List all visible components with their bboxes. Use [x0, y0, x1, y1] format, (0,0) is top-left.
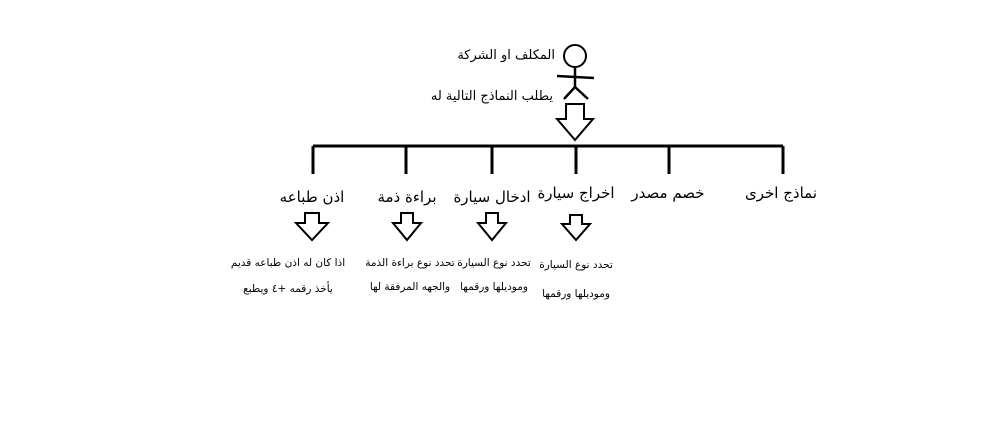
branch-arrange-car	[537, 146, 614, 300]
actor-request: يطلب النماذج التالية له	[430, 89, 553, 104]
down-arrow-icon	[296, 213, 328, 240]
branch-print-permit	[231, 146, 345, 295]
branch-title: خصم مصدر	[631, 184, 705, 202]
branch-other-forms	[745, 146, 817, 203]
down-arrow-icon	[562, 215, 590, 240]
branch-desc-line2: يأخذ رقمه +٤ ويطبع	[243, 283, 333, 295]
branch-enter-car	[453, 146, 530, 293]
actor-name: المكلف او الشركة	[457, 48, 555, 63]
actor-stick-figure-icon	[557, 45, 594, 99]
branch-desc-line1: اذا كان له اذن طباعه قديم	[230, 257, 346, 269]
branch-title: اذن طباعه	[279, 188, 345, 206]
down-arrow-icon	[393, 213, 421, 240]
branch-desc-line1: تحدد نوع السيارة	[539, 259, 613, 271]
branch-title: ادخال سيارة	[453, 188, 531, 206]
branch-title: براءة ذمة	[377, 188, 437, 206]
main-down-arrow-icon	[557, 104, 593, 140]
down-arrow-icon	[478, 213, 506, 240]
branch-withholding	[630, 146, 704, 202]
branch-clearance	[365, 146, 455, 293]
branch-desc-line1: تحدد نوع براءة الذمة	[365, 257, 455, 269]
branch-title: نماذج اخرى	[744, 184, 818, 202]
branch-desc-line1: تحدد نوع السيارة	[457, 257, 531, 269]
branch-desc-line2: وموديلها ورقمها	[542, 288, 610, 300]
branch-title: اخراج سيارة	[537, 184, 615, 202]
branch-desc-line2: والجهه المرفقة لها	[369, 281, 451, 293]
branch-desc-line2: وموديلها ورقمها	[460, 281, 528, 293]
